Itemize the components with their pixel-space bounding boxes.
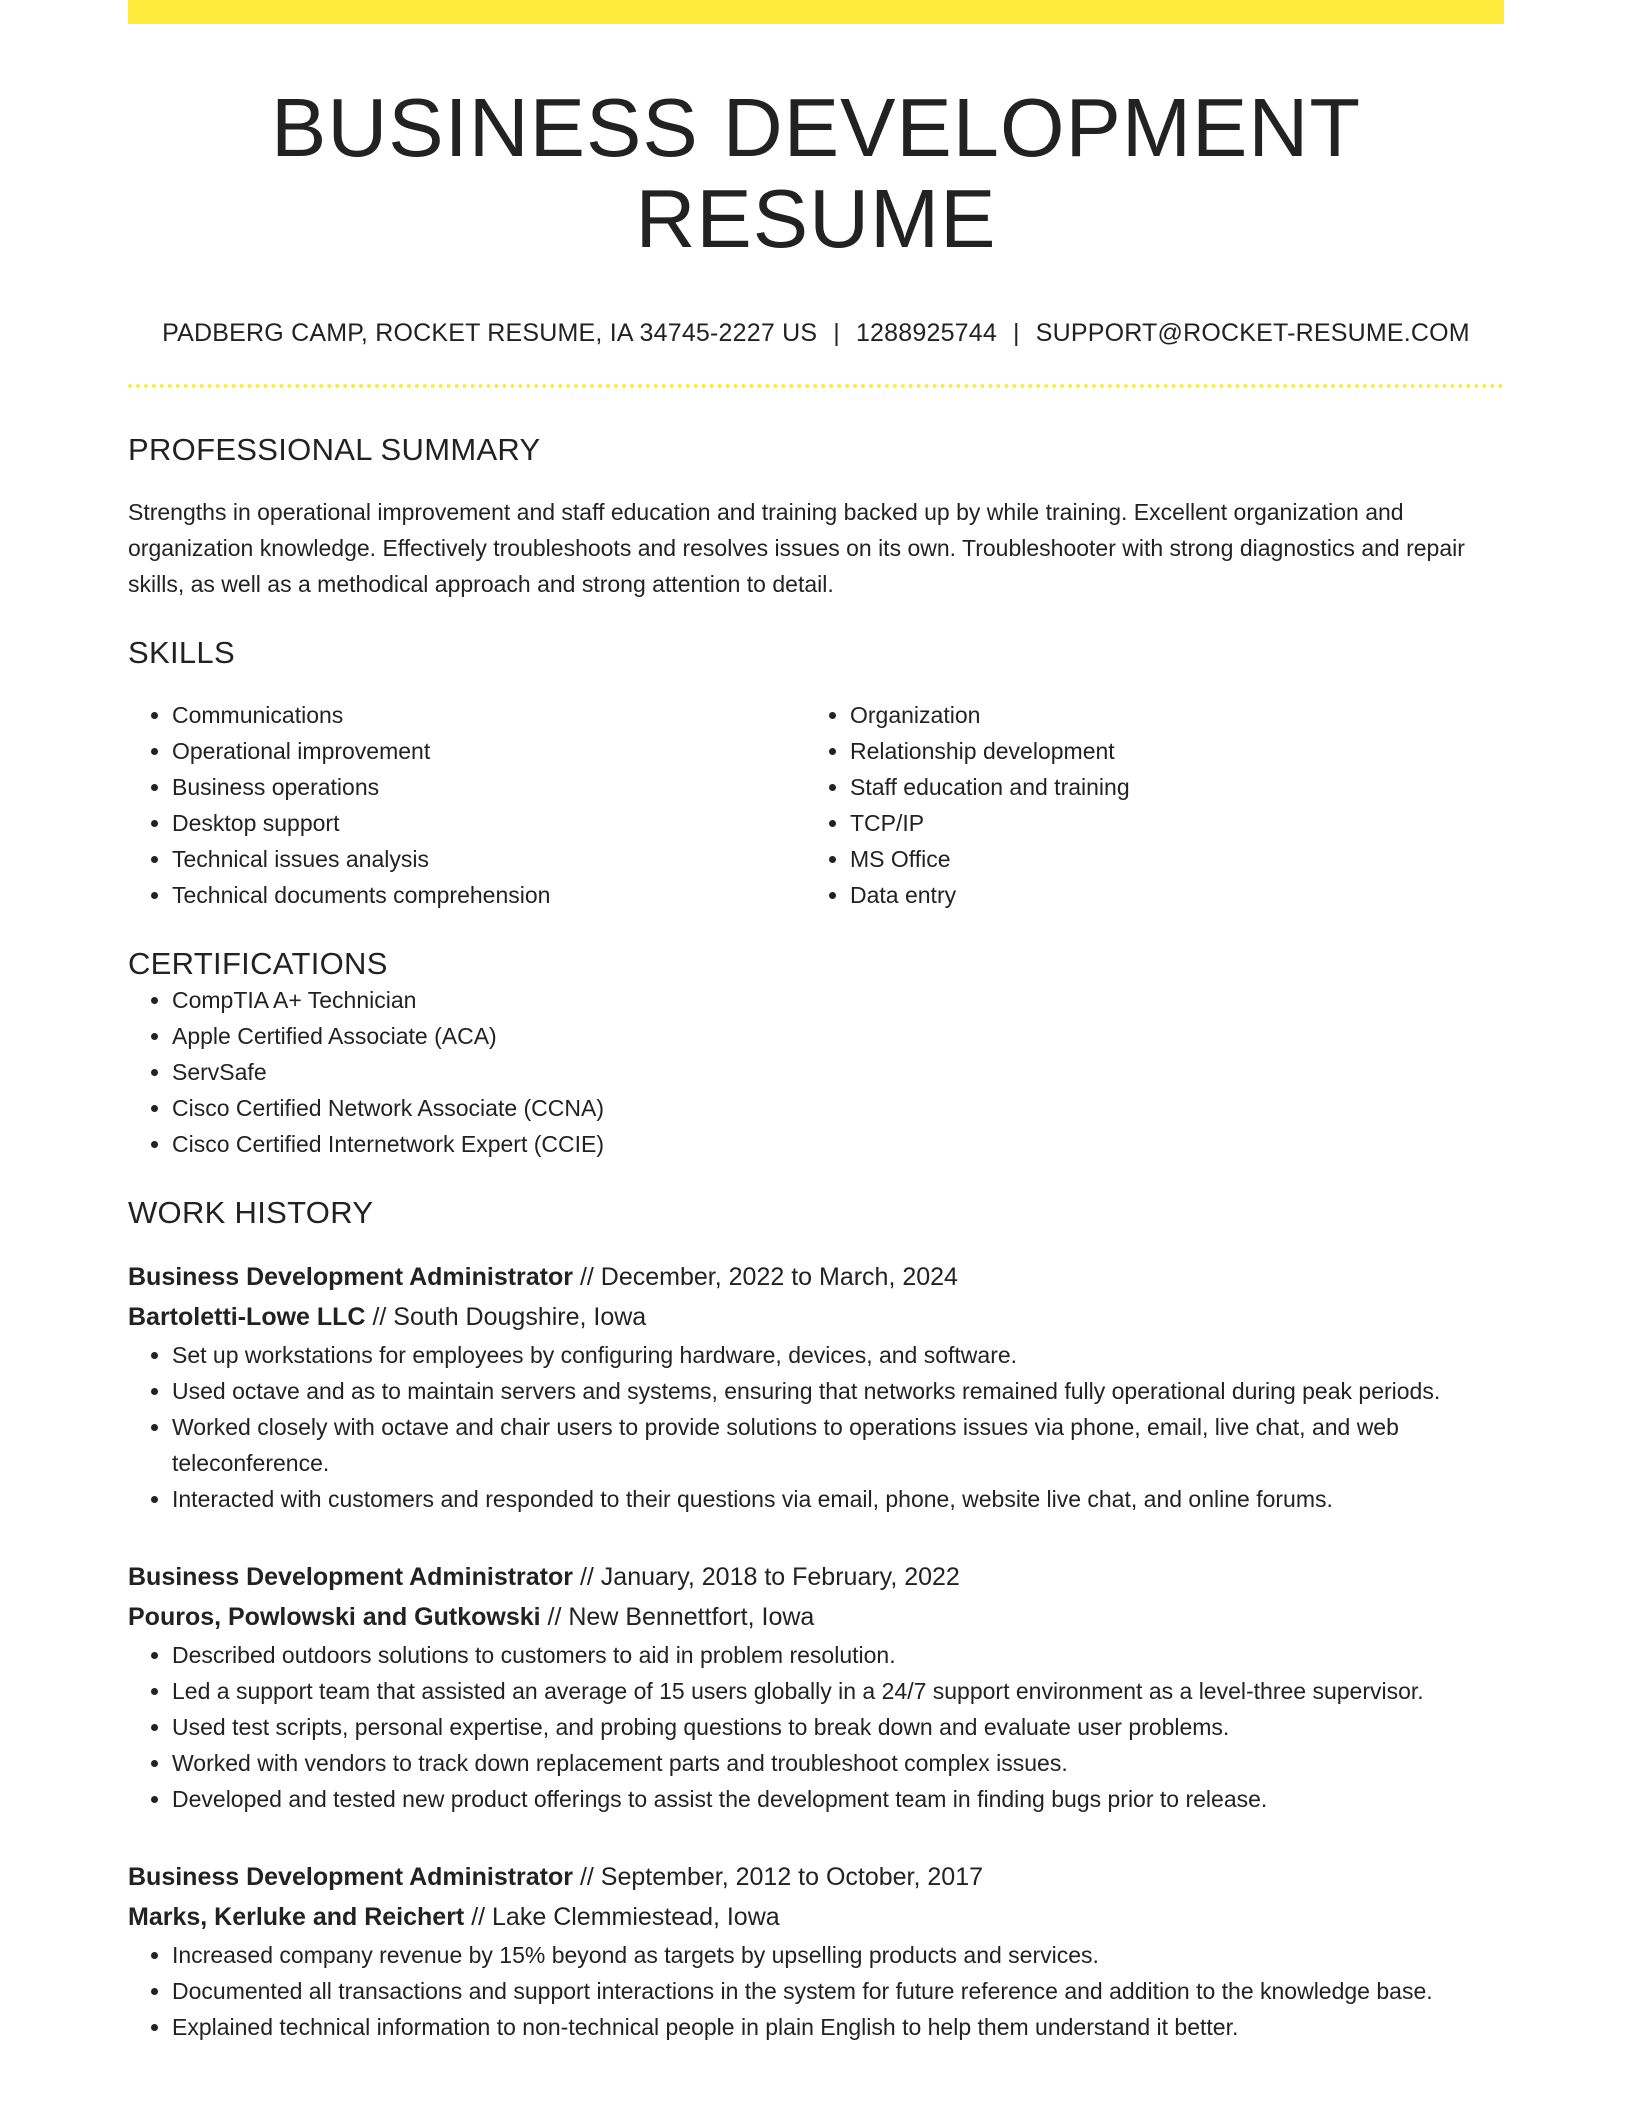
contact-separator: | (1013, 318, 1020, 347)
job-company: Bartoletti-Lowe LLC (128, 1302, 366, 1331)
contact-address: PADBERG CAMP, ROCKET RESUME, IA 34745-2227 US (162, 318, 818, 347)
contact-separator: | (833, 318, 840, 347)
job-entry (128, 1257, 1504, 1517)
skills-column-left (128, 697, 806, 913)
job-bullet: • Documented all transactions and support interactions in the system for future reference and addition to the knowledge base. (172, 1973, 1504, 2009)
resume-page (128, 0, 1504, 2045)
page-title: BUSINESS DEVELOPMENT RESUME (270, 81, 1362, 266)
certifications-heading: CERTIFICATIONS (128, 945, 388, 981)
job-bullets (128, 1937, 1504, 2045)
work-history-heading: WORK HISTORY (128, 1194, 374, 1230)
certification-item: • ServSafe (172, 1054, 1504, 1090)
job-company-line (128, 1297, 1504, 1337)
skills-column-right (806, 697, 1484, 913)
skill-item: • Desktop support (172, 805, 806, 841)
summary-heading: PROFESSIONAL SUMMARY (128, 431, 541, 467)
job-title-line (128, 1857, 1504, 1897)
accent-bar (128, 0, 1504, 24)
job-bullet: • Led a support team that assisted an average of 15 users globally in a 24/7 support environment as a level-three supervisor. (172, 1673, 1504, 1709)
skills-list-left (128, 697, 806, 913)
skill-item: • Organization (850, 697, 1484, 733)
skill-item: • Data entry (850, 877, 1484, 913)
skills-grid (128, 697, 1504, 913)
job-location: // Lake Clemmiestead, Iowa (464, 1902, 780, 1931)
job-company-line (128, 1597, 1504, 1637)
certifications-list (128, 982, 1504, 1162)
job-bullet: • Increased company revenue by 15% beyond as targets by upselling products and services. (172, 1937, 1504, 1973)
skill-item: • MS Office (850, 841, 1484, 877)
job-role: Business Development Administrator (128, 1562, 574, 1591)
skill-item: • Technical issues analysis (172, 841, 806, 877)
job-location: // South Dougshire, Iowa (365, 1302, 647, 1331)
job-company: Marks, Kerluke and Reichert (128, 1902, 465, 1931)
job-bullet: • Described outdoors solutions to customers to aid in problem resolution. (172, 1637, 1504, 1673)
job-dates: // September, 2012 to October, 2017 (573, 1862, 984, 1891)
job-title-line (128, 1257, 1504, 1297)
job-location: // New Bennettfort, Iowa (540, 1602, 815, 1631)
job-title-line (128, 1557, 1504, 1597)
job-bullet: • Used test scripts, personal expertise, and probing questions to break down and evaluate user problems. (172, 1709, 1504, 1745)
job-entry (128, 1557, 1504, 1817)
skill-item: • Staff education and training (850, 769, 1484, 805)
skill-item: • Relationship development (850, 733, 1484, 769)
job-entry (128, 1857, 1504, 2045)
contact-line (128, 319, 1504, 348)
contact-phone: 1288925744 (855, 318, 997, 347)
job-role: Business Development Administrator (128, 1862, 574, 1891)
certification-item: • Cisco Certified Internetwork Expert (CCIE) (172, 1126, 1504, 1162)
skill-item: • Communications (172, 697, 806, 733)
skill-item: • TCP/IP (850, 805, 1484, 841)
job-bullet: • Explained technical information to non-technical people in plain English to help them understand it better. (172, 2009, 1504, 2045)
job-bullet: • Worked closely with octave and chair users to provide solutions to operations issues via phone, email, live chat, and web teleconference. (172, 1409, 1504, 1481)
skill-item: • Operational improvement (172, 733, 806, 769)
job-dates: // January, 2018 to February, 2022 (573, 1562, 960, 1591)
job-bullets (128, 1337, 1504, 1517)
job-bullet: • Worked with vendors to track down replacement parts and troubleshoot complex issues. (172, 1745, 1504, 1781)
summary-text: Strengths in operational improvement and staff education and training backed up by while training. Excellent organization and organization knowledge. Effectively troubleshoots and resolves issues on its own. Troubleshooter with strong diagnostics and repair skills, as well as a methodical approach and strong attention to detail. (128, 498, 1465, 597)
job-bullets (128, 1637, 1504, 1817)
dotted-divider (128, 384, 1504, 388)
certification-item: • Cisco Certified Network Associate (CCNA) (172, 1090, 1504, 1126)
skill-item: • Business operations (172, 769, 806, 805)
skills-heading: SKILLS (128, 634, 235, 670)
job-bullet: • Set up workstations for employees by configuring hardware, devices, and software. (172, 1337, 1504, 1373)
certification-item: • Apple Certified Associate (ACA) (172, 1018, 1504, 1054)
job-bullet: • Interacted with customers and responded to their questions via email, phone, website live chat, and online forums. (172, 1481, 1504, 1517)
certification-item: • CompTIA A+ Technician (172, 982, 1504, 1018)
contact-email: SUPPORT@ROCKET-RESUME.COM (1035, 318, 1470, 347)
job-company-line (128, 1897, 1504, 1937)
skill-item: • Technical documents comprehension (172, 877, 806, 913)
job-bullet: • Used octave and as to maintain servers and systems, ensuring that networks remained fully operational during peak periods. (172, 1373, 1504, 1409)
job-company: Pouros, Powlowski and Gutkowski (128, 1602, 541, 1631)
skills-list-right (806, 697, 1484, 913)
job-bullet: • Developed and tested new product offerings to assist the development team in finding bugs prior to release. (172, 1781, 1504, 1817)
job-role: Business Development Administrator (128, 1262, 574, 1291)
job-dates: // December, 2022 to March, 2024 (573, 1262, 958, 1291)
